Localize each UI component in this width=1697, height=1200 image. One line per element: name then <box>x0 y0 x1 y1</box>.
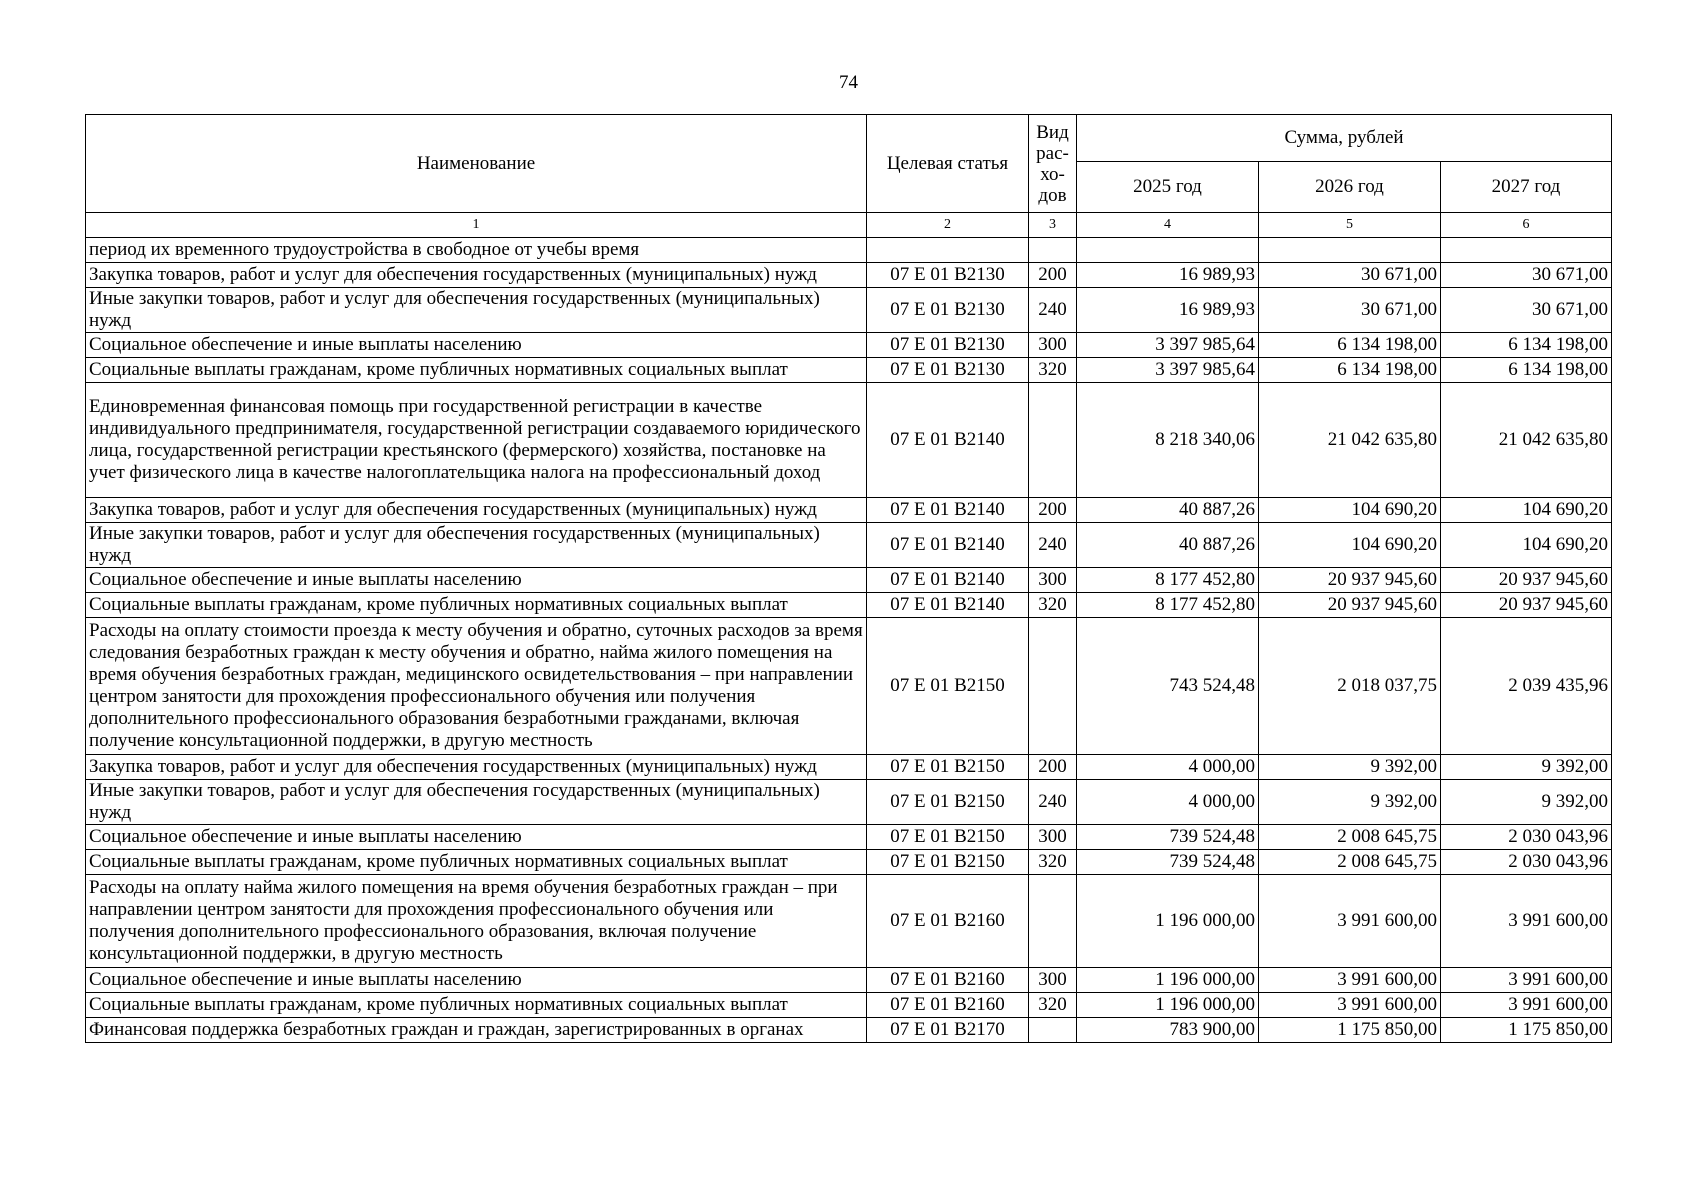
row-sum-2026: 6 134 198,00 <box>1259 333 1441 358</box>
row-sum-2027: 6 134 198,00 <box>1441 333 1612 358</box>
table-row <box>86 288 1612 333</box>
row-expense-type: 320 <box>1029 358 1077 383</box>
row-target-article: 07 Е 01 В2150 <box>867 825 1029 850</box>
row-sum-2026: 30 671,00 <box>1259 263 1441 288</box>
row-sum-2026: 104 690,20 <box>1259 523 1441 568</box>
row-name: Иные закупки товаров, работ и услуг для обеспечения государственных (муниципальных) нужд <box>86 288 867 333</box>
table-row <box>86 875 1612 968</box>
row-name: Расходы на оплату найма жилого помещения на время обучения безработных граждан – при направлении центром занятости для прохождения профессионального обучения или получения дополнительного профессионального образования, включая получение консультационной поддержки, в другую местность <box>86 875 867 968</box>
table-row <box>86 850 1612 875</box>
column-number: 2 <box>867 213 1029 238</box>
row-sum-2027: 20 937 945,60 <box>1441 593 1612 618</box>
column-number: 5 <box>1259 213 1441 238</box>
table-row <box>86 358 1612 383</box>
row-sum-2027: 21 042 635,80 <box>1441 383 1612 498</box>
row-sum-2027: 9 392,00 <box>1441 780 1612 825</box>
row-sum-2026: 30 671,00 <box>1259 288 1441 333</box>
row-name: Социальное обеспечение и иные выплаты населению <box>86 825 867 850</box>
table-row <box>86 523 1612 568</box>
row-sum-2027: 2 030 043,96 <box>1441 825 1612 850</box>
row-sum-2025: 8 177 452,80 <box>1077 593 1259 618</box>
row-sum-2025: 40 887,26 <box>1077 523 1259 568</box>
header-vid-line: хо- <box>1040 163 1065 185</box>
row-sum-2027: 3 991 600,00 <box>1441 993 1612 1018</box>
column-number: 3 <box>1029 213 1077 238</box>
row-expense-type: 200 <box>1029 755 1077 780</box>
row-sum-2025: 4 000,00 <box>1077 755 1259 780</box>
row-sum-2026: 20 937 945,60 <box>1259 568 1441 593</box>
row-sum-2025: 16 989,93 <box>1077 263 1259 288</box>
header-name: Наименование <box>86 115 867 213</box>
row-sum-2027: 2 039 435,96 <box>1441 618 1612 755</box>
row-target-article: 07 Е 01 В2170 <box>867 1018 1029 1043</box>
row-expense-type <box>1029 238 1077 263</box>
row-name: Социальные выплаты гражданам, кроме публичных нормативных социальных выплат <box>86 850 867 875</box>
row-expense-type: 320 <box>1029 593 1077 618</box>
row-sum-2025: 40 887,26 <box>1077 498 1259 523</box>
row-expense-type: 300 <box>1029 568 1077 593</box>
header-target-article: Целевая статья <box>867 115 1029 213</box>
row-target-article: 07 Е 01 В2140 <box>867 498 1029 523</box>
row-sum-2027: 104 690,20 <box>1441 498 1612 523</box>
row-sum-2026: 2 008 645,75 <box>1259 825 1441 850</box>
row-name: Иные закупки товаров, работ и услуг для обеспечения государственных (муниципальных) нужд <box>86 523 867 568</box>
table-row <box>86 383 1612 498</box>
row-name: период их временного трудоустройства в свободное от учебы время <box>86 238 867 263</box>
row-name: Закупка товаров, работ и услуг для обеспечения государственных (муниципальных) нужд <box>86 263 867 288</box>
row-sum-2027: 30 671,00 <box>1441 288 1612 333</box>
row-name: Социальное обеспечение и иные выплаты населению <box>86 568 867 593</box>
column-number: 6 <box>1441 213 1612 238</box>
row-sum-2025: 783 900,00 <box>1077 1018 1259 1043</box>
row-name: Социальное обеспечение и иные выплаты населению <box>86 968 867 993</box>
table-header <box>86 115 1612 213</box>
row-sum-2026: 2 008 645,75 <box>1259 850 1441 875</box>
row-expense-type: 200 <box>1029 498 1077 523</box>
row-sum-2026: 3 991 600,00 <box>1259 993 1441 1018</box>
row-target-article: 07 Е 01 В2140 <box>867 568 1029 593</box>
row-target-article: 07 Е 01 В2160 <box>867 968 1029 993</box>
row-sum-2026 <box>1259 238 1441 263</box>
row-sum-2026: 21 042 635,80 <box>1259 383 1441 498</box>
row-sum-2027: 6 134 198,00 <box>1441 358 1612 383</box>
row-expense-type: 300 <box>1029 968 1077 993</box>
row-expense-type: 240 <box>1029 523 1077 568</box>
row-sum-2027 <box>1441 238 1612 263</box>
table-body <box>86 213 1612 1043</box>
row-target-article: 07 Е 01 В2150 <box>867 618 1029 755</box>
row-expense-type: 300 <box>1029 825 1077 850</box>
row-name: Закупка товаров, работ и услуг для обеспечения государственных (муниципальных) нужд <box>86 755 867 780</box>
row-name: Социальные выплаты гражданам, кроме публичных нормативных социальных выплат <box>86 593 867 618</box>
row-name: Финансовая поддержка безработных граждан и граждан, зарегистрированных в органах <box>86 1018 867 1043</box>
row-expense-type: 240 <box>1029 780 1077 825</box>
row-target-article: 07 Е 01 В2140 <box>867 383 1029 498</box>
row-name: Закупка товаров, работ и услуг для обеспечения государственных (муниципальных) нужд <box>86 498 867 523</box>
row-target-article: 07 Е 01 В2130 <box>867 288 1029 333</box>
row-name: Социальное обеспечение и иные выплаты населению <box>86 333 867 358</box>
row-name: Социальные выплаты гражданам, кроме публичных нормативных социальных выплат <box>86 358 867 383</box>
row-expense-type: 240 <box>1029 288 1077 333</box>
row-target-article: 07 Е 01 В2160 <box>867 875 1029 968</box>
row-sum-2026: 1 175 850,00 <box>1259 1018 1441 1043</box>
row-target-article: 07 Е 01 В2150 <box>867 780 1029 825</box>
row-sum-2025: 3 397 985,64 <box>1077 333 1259 358</box>
row-sum-2027: 104 690,20 <box>1441 523 1612 568</box>
row-target-article: 07 Е 01 В2150 <box>867 755 1029 780</box>
row-sum-2025: 739 524,48 <box>1077 850 1259 875</box>
row-sum-2026: 2 018 037,75 <box>1259 618 1441 755</box>
header-year-2026: 2026 год <box>1259 162 1441 213</box>
row-sum-2026: 20 937 945,60 <box>1259 593 1441 618</box>
table-row <box>86 263 1612 288</box>
row-sum-2027: 3 991 600,00 <box>1441 968 1612 993</box>
header-vid-line: Вид <box>1036 121 1069 143</box>
header-year-2025: 2025 год <box>1077 162 1259 213</box>
row-sum-2027: 2 030 043,96 <box>1441 850 1612 875</box>
header-year-2027: 2027 год <box>1441 162 1612 213</box>
row-sum-2026: 3 991 600,00 <box>1259 968 1441 993</box>
row-name: Единовременная финансовая помощь при государственной регистрации в качестве индивидуального предпринимателя, государственной регистрации создаваемого юридического лица, государственной регистрации крестьянского (фермерского) хозяйства, постановке на учет физического лица в качестве налогоплательщика налога на профессиональный доход <box>86 383 867 498</box>
row-expense-type: 200 <box>1029 263 1077 288</box>
row-name: Социальные выплаты гражданам, кроме публичных нормативных социальных выплат <box>86 993 867 1018</box>
row-expense-type <box>1029 875 1077 968</box>
row-sum-2025: 16 989,93 <box>1077 288 1259 333</box>
row-sum-2027: 20 937 945,60 <box>1441 568 1612 593</box>
header-vid-line: рас- <box>1036 142 1069 164</box>
table-row <box>86 333 1612 358</box>
column-numbers-row <box>86 213 1612 238</box>
column-number: 1 <box>86 213 867 238</box>
row-expense-type: 320 <box>1029 850 1077 875</box>
row-sum-2025: 1 196 000,00 <box>1077 875 1259 968</box>
row-expense-type <box>1029 1018 1077 1043</box>
row-sum-2025: 1 196 000,00 <box>1077 993 1259 1018</box>
row-expense-type: 320 <box>1029 993 1077 1018</box>
row-target-article: 07 Е 01 В2130 <box>867 333 1029 358</box>
row-name: Расходы на оплату стоимости проезда к месту обучения и обратно, суточных расходов за время следования безработных граждан к месту обучения и обратно, найма жилого помещения на время обучения безработных граждан, медицинского освидетельствования – при направлении центром занятости для прохождения профессионального обучения или получения дополнительного профессионального образования безработными гражданами, включая получение консультационной поддержки, в другую местность <box>86 618 867 755</box>
table-row <box>86 618 1612 755</box>
table-row <box>86 568 1612 593</box>
row-target-article: 07 Е 01 В2160 <box>867 993 1029 1018</box>
row-sum-2025: 4 000,00 <box>1077 780 1259 825</box>
row-sum-2025: 739 524,48 <box>1077 825 1259 850</box>
row-sum-2026: 6 134 198,00 <box>1259 358 1441 383</box>
row-sum-2026: 3 991 600,00 <box>1259 875 1441 968</box>
table-row <box>86 968 1612 993</box>
row-sum-2027: 30 671,00 <box>1441 263 1612 288</box>
row-expense-type <box>1029 383 1077 498</box>
page-number: 74 <box>839 72 858 93</box>
row-sum-2026: 104 690,20 <box>1259 498 1441 523</box>
budget-table <box>85 114 1612 1043</box>
row-target-article: 07 Е 01 В2150 <box>867 850 1029 875</box>
row-expense-type <box>1029 618 1077 755</box>
table-row <box>86 825 1612 850</box>
row-sum-2025: 3 397 985,64 <box>1077 358 1259 383</box>
row-sum-2027: 9 392,00 <box>1441 755 1612 780</box>
row-sum-2025: 8 177 452,80 <box>1077 568 1259 593</box>
table-row <box>86 593 1612 618</box>
row-target-article <box>867 238 1029 263</box>
row-sum-2025: 8 218 340,06 <box>1077 383 1259 498</box>
row-target-article: 07 Е 01 В2140 <box>867 523 1029 568</box>
header-expense-type <box>1029 115 1077 213</box>
table-row <box>86 1018 1612 1043</box>
row-sum-2026: 9 392,00 <box>1259 755 1441 780</box>
row-target-article: 07 Е 01 В2130 <box>867 263 1029 288</box>
row-name: Иные закупки товаров, работ и услуг для обеспечения государственных (муниципальных) нужд <box>86 780 867 825</box>
table-row <box>86 993 1612 1018</box>
table-row <box>86 755 1612 780</box>
column-number: 4 <box>1077 213 1259 238</box>
row-sum-2025: 1 196 000,00 <box>1077 968 1259 993</box>
table-row <box>86 780 1612 825</box>
row-sum-2026: 9 392,00 <box>1259 780 1441 825</box>
row-sum-2025 <box>1077 238 1259 263</box>
header-sum: Сумма, рублей <box>1077 115 1612 162</box>
row-sum-2027: 1 175 850,00 <box>1441 1018 1612 1043</box>
row-expense-type: 300 <box>1029 333 1077 358</box>
table-row <box>86 238 1612 263</box>
row-sum-2027: 3 991 600,00 <box>1441 875 1612 968</box>
row-target-article: 07 Е 01 В2140 <box>867 593 1029 618</box>
row-sum-2025: 743 524,48 <box>1077 618 1259 755</box>
header-vid-line: дов <box>1038 184 1067 206</box>
row-target-article: 07 Е 01 В2130 <box>867 358 1029 383</box>
table-row <box>86 498 1612 523</box>
